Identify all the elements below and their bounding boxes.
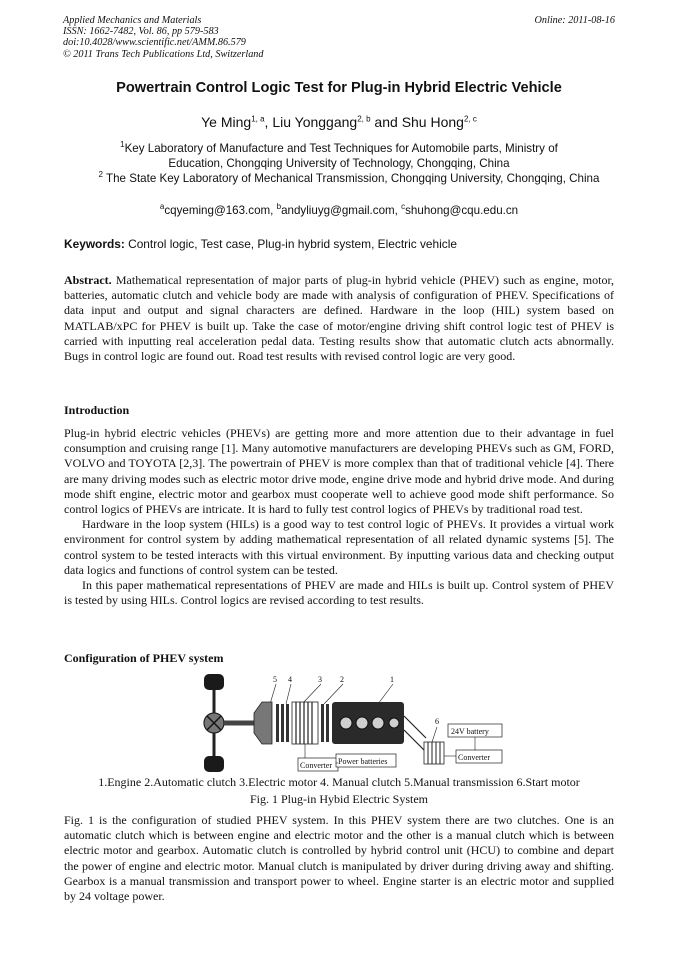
start-motor-shape <box>424 742 444 764</box>
battery-24v-label: 24V battery <box>451 727 489 736</box>
component-number-6: 6 <box>435 717 439 726</box>
introduction-body <box>64 426 614 608</box>
affiliation-text: The State Key Laboratory of Mechanical Transmission, Chongqing University, Chongqing, China <box>103 171 600 185</box>
author-superscript: 2, b <box>357 114 371 124</box>
author-list <box>0 114 678 130</box>
affiliation-superscript: 1 <box>120 140 125 149</box>
section-heading-introduction: Introduction <box>64 403 130 417</box>
author-separator: , <box>264 114 273 130</box>
email-superscript: b <box>276 202 282 211</box>
paragraph: Plug-in hybrid electric vehicles (PHEVs) are getting more and more attention due to their advantage in fuel consumption and cruising range [1]. Many automotive manufacturers are developing PHEVs such as GM, FORD, VOLVO and TOYOTA [2,3]. The powertrain of PHEV is more complex than that of traditional vehicle [4]. There are many driving modes such as electric motor drive mode, engine drive mode and hybrid drive mode. And during mode shift engine, electric motor and gearbox must cooperate well to achieve good mode shift performance. So control logics of PHEVs are intricate. It is hard to fully test control logics of PHEVs by traditional road test. <box>64 426 614 517</box>
keywords-text: Control logic, Test case, Plug-in hybrid system, Electric vehicle <box>124 237 457 251</box>
paragraph: Fig. 1 is the configuration of studied PHEV system. In this PHEV system there are two clutches. One is an automatic clutch which is between engine and electric motor and the other is a manual clutch which is between electric motor and gearbox. Automatic clutch is controlled by hybrid control unit (HCU) to combine and depart the power of engine and electric motor. Manual clutch is manipulated by driver during driving away and shifting. Gearbox is a manual transmission and transport power to wheel. Engine starter is an electric motor and supplied by 24 voltage power. <box>64 813 614 904</box>
converter-right-label: Converter <box>458 753 490 762</box>
email-address[interactable]: shuhong@cqu.edu.cn <box>405 203 519 217</box>
email-superscript: c <box>401 202 406 211</box>
manual-transmission-shape <box>254 702 272 744</box>
affiliation-text: Key Laboratory of Manufacture and Test Techniques for Automobile parts, Ministry of Education, Chongqing University of Technology, Chongqing, China <box>124 141 558 170</box>
paragraph: In this paper mathematical representations of PHEV are made and HILs is built up. Control system of PHEV is tested by using HILs. Control logics are revised according to test results. <box>64 578 614 608</box>
engine-shape <box>332 702 404 744</box>
figure-parts-legend: 1.Engine 2.Automatic clutch 3.Electric motor 4. Manual clutch 5.Manual transmission 6.Start motor <box>98 775 580 789</box>
figure-caption: Fig. 1 Plug-in Hybid Electric System <box>250 792 428 806</box>
online-date: Online: 2011-08-16 <box>534 15 615 26</box>
journal-name: Applied Mechanics and Materials <box>63 15 202 26</box>
configuration-body <box>64 813 614 904</box>
electric-motor-shape <box>292 702 318 744</box>
affiliation-superscript: 2 <box>98 170 103 179</box>
author-superscript: 1, a <box>251 114 265 124</box>
email-list <box>0 202 678 217</box>
doi-line[interactable]: doi:10.4028/www.scientific.net/AMM.86.579 <box>63 37 246 49</box>
paragraph: Hardware in the loop system (HILs) is a good way to test control logic of PHEVs. It provides a virtual work environment for control system by adding mathematical representation of all related dynamic systems [5]. The control system to be tested interacts with this virtual environment. By inputting various data and checking output data logics and functions of control system can be tested. <box>64 517 614 577</box>
manual-clutch-shape <box>276 704 289 742</box>
power-batteries-label: Power batteries <box>338 757 388 766</box>
email-address[interactable]: andyliuyg@gmail.com, <box>281 203 402 217</box>
author-name: Ye Ming <box>201 114 252 130</box>
converter-left-label: Converter <box>300 761 332 770</box>
keywords <box>64 237 457 251</box>
author-name: Liu Yonggang <box>272 114 358 130</box>
belt-drive <box>404 716 426 752</box>
phev-system-diagram <box>190 672 510 777</box>
author-separator: and <box>370 114 402 130</box>
abstract-text: Mathematical representation of major parts of plug-in hybrid vehicle (PHEV) such as engine, motor, batteries, automatic clutch and vehicle body are made with analysis of configuration of PHEV. Specifications of data input and output and signal characters are defined. Hardware in the loop (HIL) system based on MATLAB/xPC for PHEV is built up. Take the case of motor/engine driving shift control logic test of PHEV is carried with inputting real acceleration pedal data. Testing results show that automatic clutch acts abnormally. Bugs in control logic are found out. Road test results with revised control logic are very good. <box>64 273 614 364</box>
wheel-icon <box>204 756 224 772</box>
issn-line: ISSN: 1662-7482, Vol. 86, pp 579-583 <box>63 26 219 38</box>
wheel-icon <box>204 674 224 690</box>
wheel-axle-assembly <box>204 674 254 772</box>
component-number-4: 4 <box>288 675 292 684</box>
journal-header <box>63 15 615 60</box>
automatic-clutch-shape <box>321 704 329 742</box>
abstract-label: Abstract. <box>64 273 112 287</box>
author-superscript: 2, c <box>463 114 477 124</box>
affiliation-1 <box>95 137 583 171</box>
component-number-1: 1 <box>390 675 394 684</box>
paper-title: Powertrain Control Logic Test for Plug-in Hybrid Electric Vehicle <box>116 80 562 96</box>
copyright-line: © 2011 Trans Tech Publications Ltd, Switzerland <box>63 48 264 60</box>
abstract <box>64 273 614 364</box>
keywords-label: Keywords: <box>64 237 125 251</box>
email-address[interactable]: cqyeming@163.com, <box>164 203 277 217</box>
affiliation-2 <box>90 167 608 186</box>
section-heading-configuration: Configuration of PHEV system <box>64 651 224 665</box>
component-number-2: 2 <box>340 675 344 684</box>
component-number-3: 3 <box>318 675 322 684</box>
author-name: Shu Hong <box>401 114 464 130</box>
component-number-5: 5 <box>273 675 277 684</box>
email-superscript: a <box>159 202 165 211</box>
